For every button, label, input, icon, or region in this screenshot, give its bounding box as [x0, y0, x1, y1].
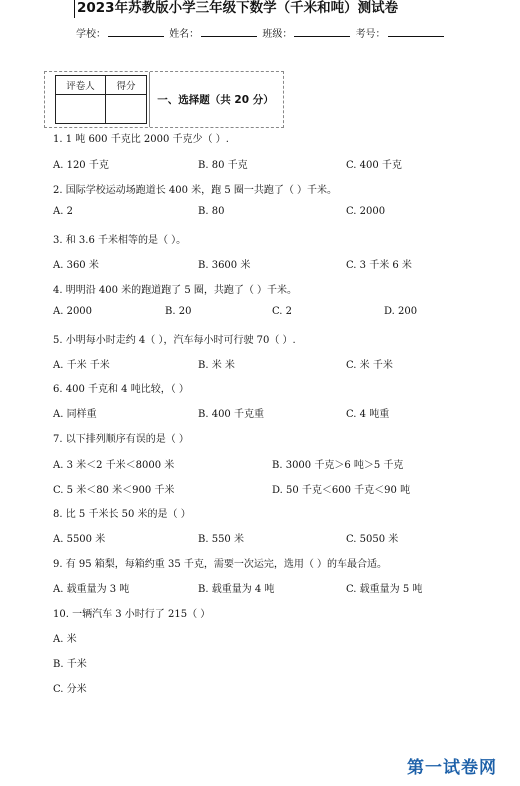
- q3-option-c[interactable]: C. 3 千米 6 米: [346, 260, 412, 271]
- question-5: 5. 小明每小时走约 4（ ），汽车每小时可行驶 70（ ）.: [53, 335, 296, 346]
- q1-option-a[interactable]: A. 120 千克: [53, 160, 109, 171]
- question-10: 10. 一辆汽车 3 小时行了 215（ ）: [53, 609, 211, 620]
- q2-option-b[interactable]: B. 80: [198, 206, 225, 217]
- q6-option-b[interactable]: B. 400 千克重: [198, 409, 264, 420]
- watermark-logo: 第一试卷网: [407, 758, 497, 778]
- name-blank[interactable]: [201, 27, 257, 37]
- class-blank[interactable]: [294, 27, 350, 37]
- question-4: 4. 明明沿 400 米的跑道跑了 5 圈，共跑了（ ）千米。: [53, 285, 298, 296]
- q9-option-a[interactable]: A. 载重量为 3 吨: [53, 584, 130, 595]
- question-6: 6. 400 千克和 4 吨比较，（ ）: [53, 384, 189, 395]
- q7-option-d[interactable]: D. 50 千克＜600 千克＜90 吨: [272, 485, 411, 496]
- page-title: 2023年苏教版小学三年级下数学（千米和吨）测试卷: [74, 0, 457, 18]
- school-blank[interactable]: [108, 27, 164, 37]
- q3-option-a[interactable]: A. 360 米: [53, 260, 99, 271]
- q8-option-b[interactable]: B. 550 米: [198, 534, 244, 545]
- q6-option-a[interactable]: A. 同样重: [53, 409, 97, 420]
- q9-option-b[interactable]: B. 载重量为 4 吨: [198, 584, 275, 595]
- q5-option-a[interactable]: A. 千米 千米: [53, 360, 110, 371]
- student-info-line: [76, 25, 446, 40]
- score-header: 得分: [106, 76, 147, 95]
- q9-option-c[interactable]: C. 载重量为 5 吨: [346, 584, 423, 595]
- q5-option-b[interactable]: B. 米 米: [198, 360, 235, 371]
- exam-no-blank[interactable]: [388, 27, 444, 37]
- class-label: 班级：: [262, 29, 293, 40]
- q3-option-b[interactable]: B. 3600 米: [198, 260, 251, 271]
- q1-option-c[interactable]: C. 400 千克: [346, 160, 402, 171]
- q4-option-c[interactable]: C. 2: [272, 306, 293, 317]
- q4-option-a[interactable]: A. 2000: [53, 306, 93, 317]
- question-9: 9. 有 95 箱梨，每箱约重 35 千克，需要一次运完，选用（ ）的车最合适。: [53, 559, 388, 570]
- q5-option-c[interactable]: C. 米 千米: [346, 360, 393, 371]
- question-3: 3. 和 3.6 千米相等的是（ ）。: [53, 235, 187, 246]
- score-cell[interactable]: [106, 95, 147, 124]
- section-header-box: [44, 71, 284, 128]
- name-label: 姓名：: [169, 29, 200, 40]
- q10-option-a[interactable]: A. 米: [53, 634, 77, 645]
- score-table: [55, 75, 147, 124]
- question-1: 1. 1 吨 600 千克比 2000 千克少（ ）.: [53, 134, 229, 145]
- question-2: 2. 国际学校运动场跑道长 400 米，跑 5 圈一共跑了（ ）千米。: [53, 185, 338, 196]
- q10-option-b[interactable]: B. 千米: [53, 659, 87, 670]
- q7-option-a[interactable]: A. 3 米＜2 千米＜8000 米: [53, 460, 175, 471]
- q4-option-d[interactable]: D. 200: [384, 306, 418, 317]
- grader-header: 评卷人: [56, 76, 106, 95]
- q1-option-b[interactable]: B. 80 千克: [198, 160, 248, 171]
- section-title: 一、选择题（共 20 分）: [149, 72, 281, 127]
- exam-no-label: 考号：: [355, 29, 386, 40]
- q8-option-a[interactable]: A. 5500 米: [53, 534, 106, 545]
- q2-option-a[interactable]: A. 2: [53, 206, 73, 217]
- q8-option-c[interactable]: C. 5050 米: [346, 534, 399, 545]
- q7-option-b[interactable]: B. 3000 千克＞6 吨＞5 千克: [272, 460, 404, 471]
- grader-cell[interactable]: [56, 95, 106, 124]
- q6-option-c[interactable]: C. 4 吨重: [346, 409, 390, 420]
- q10-option-c[interactable]: C. 分米: [53, 684, 87, 695]
- q2-option-c[interactable]: C. 2000: [346, 206, 386, 217]
- school-label: 学校：: [76, 29, 106, 40]
- q7-option-c[interactable]: C. 5 米＜80 米＜900 千米: [53, 485, 175, 496]
- q4-option-b[interactable]: B. 20: [165, 306, 192, 317]
- question-7: 7. 以下排列顺序有误的是（ ）: [53, 434, 189, 445]
- question-8: 8. 比 5 千米长 50 米的是（ ）: [53, 509, 191, 520]
